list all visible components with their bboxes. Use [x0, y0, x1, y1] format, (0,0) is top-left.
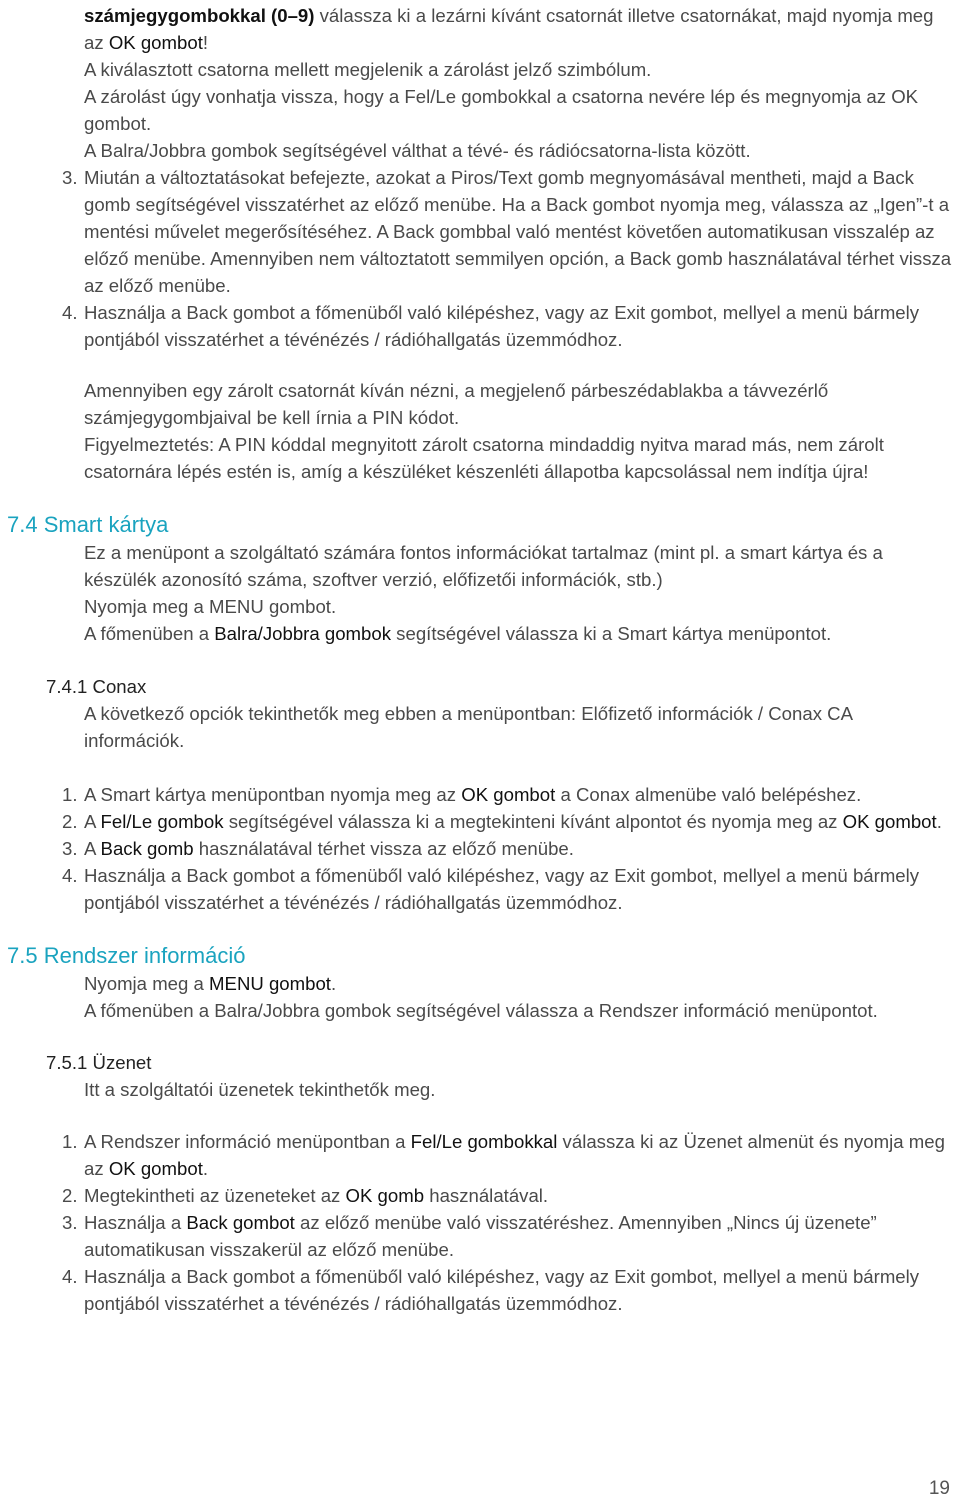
- paragraph: A zárolást úgy vonhatja vissza, hogy a Fel/Le gombokkal a csatorna nevére lép és megnyomja az OK gombot.: [84, 86, 919, 134]
- paragraph: A kiválasztott csatorna mellett megjelenik a zárolást jelző szimbólum.: [84, 59, 652, 80]
- text: !: [202, 32, 209, 53]
- list-number: 4.: [62, 302, 78, 323]
- emphasis: OK gombot: [108, 32, 203, 53]
- list-item: [0, 862, 960, 916]
- section-body: [0, 539, 960, 647]
- text: A Rendszer információ menüpontban a: [84, 1131, 411, 1152]
- text: segítségével válassza ki a megtekinteni kívánt alpontot és nyomja meg az: [223, 811, 843, 832]
- emphasis: Fel/Le gombok: [100, 811, 224, 832]
- text: Használja a Back gombot a főmenüből való kilépéshez, vagy az Exit gombot, mellyel a menü bármely pontjából visszatérhet a tévénézés / rádióhallgatás üzemmódhoz.: [84, 1266, 920, 1314]
- subsection-heading: 7.4.1 Conax: [46, 676, 147, 697]
- text: használatával térhet vissza az előző menübe.: [193, 838, 574, 859]
- list-number: 2.: [62, 811, 78, 832]
- emphasis: MENU gombot: [209, 973, 331, 994]
- top-block: [0, 0, 960, 164]
- list-item: [0, 781, 960, 808]
- paragraph: [84, 2, 954, 56]
- paragraph: Amennyiben egy zárolt csatornát kíván nézni, a megjelenő párbeszédablakba a távvezérlő számjegygombjaival be kell írnia a PIN kódot.: [84, 380, 829, 428]
- text: A: [84, 838, 101, 859]
- list-number: 1.: [62, 1131, 78, 1152]
- text: Használja a: [84, 1212, 187, 1233]
- paragraph: A következő opciók tekinthetők meg ebben a menüpontban: Előfizető információk / Conax CA információk.: [84, 703, 852, 751]
- emphasis: számjegygombokkal (0–9): [84, 5, 315, 26]
- emphasis: OK gomb: [345, 1185, 425, 1206]
- section-heading: 7.5 Rendszer információ: [7, 943, 246, 968]
- list-number: 3.: [62, 167, 78, 188]
- list-number: 3.: [62, 1212, 78, 1233]
- list-item: [0, 1182, 960, 1209]
- section-heading: 7.4 Smart kártya: [7, 512, 169, 537]
- text: használatával.: [424, 1185, 549, 1206]
- text: az előző menübe való visszatéréshez. Amennyiben „Nincs új üzenete” automatikusan visszakerül az előző menübe.: [84, 1212, 877, 1260]
- note-block: [0, 377, 960, 485]
- emphasis: OK gombot: [108, 1158, 203, 1179]
- warning-paragraph: Figyelmeztetés: A PIN kóddal megnyitott zárolt csatorna mindaddig nyitva marad más, nem zárolt csatornára lépés estén is, amíg a készüléket készenléti állapotba kapcsolással nem indítja újra!: [84, 434, 884, 482]
- paragraph: A főmenüben a Balra/Jobbra gombok segítségével válassza a Rendszer információ menüpontot.: [84, 1000, 878, 1021]
- text: .: [936, 811, 942, 832]
- steps-list: [0, 781, 960, 916]
- list-item: [0, 164, 960, 299]
- text: .: [202, 1158, 209, 1179]
- emphasis: Back gomb: [100, 838, 194, 859]
- list-item: [0, 808, 960, 835]
- emphasis: Back gombot: [186, 1212, 295, 1233]
- paragraph: [84, 620, 954, 647]
- paragraph: [84, 970, 954, 997]
- subsection-heading: 7.5.1 Üzenet: [46, 1052, 152, 1073]
- emphasis: OK gombot: [461, 784, 556, 805]
- text: válassza ki az Üzenet almenüt és nyomja meg az: [84, 1131, 945, 1179]
- page-number: 19: [928, 1478, 950, 1499]
- section-body: [0, 1076, 960, 1103]
- paragraph: Itt a szolgáltatói üzenetek tekinthetők meg.: [84, 1079, 436, 1100]
- list-item: [0, 835, 960, 862]
- list-item: [0, 1128, 960, 1182]
- text: Nyomja meg a: [84, 973, 210, 994]
- text: A: [84, 811, 101, 832]
- steps-list: [0, 164, 960, 353]
- text: segítségével válassza ki a Smart kártya menüpontot.: [391, 623, 832, 644]
- text: válassza ki a lezárni kívánt csatornát illetve csatornákat, majd nyomja meg az: [84, 5, 934, 53]
- paragraph: A Balra/Jobbra gombok segítségével válthat a tévé- és rádiócsatorna-lista között.: [84, 140, 751, 161]
- paragraph: Nyomja meg a MENU gombot.: [84, 596, 337, 617]
- section-body: [0, 700, 960, 754]
- list-item: [0, 1263, 960, 1317]
- text: A Smart kártya menüpontban nyomja meg az: [84, 784, 462, 805]
- list-item: [0, 1209, 960, 1263]
- text: .: [330, 973, 337, 994]
- steps-list: [0, 1128, 960, 1317]
- list-number: 2.: [62, 1185, 78, 1206]
- emphasis: Balra/Jobbra gombok: [214, 623, 392, 644]
- list-number: 4.: [62, 1266, 78, 1287]
- text: Megtekintheti az üzeneteket az: [84, 1185, 346, 1206]
- text: A főmenüben a: [84, 623, 215, 644]
- list-number: 3.: [62, 838, 78, 859]
- text: a Conax almenübe való belépéshez.: [555, 784, 862, 805]
- list-number: 1.: [62, 784, 78, 805]
- paragraph: Ez a menüpont a szolgáltató számára fontos információkat tartalmaz (mint pl. a smart kártya és a készülék azonosító száma, szoftver verzió, előfizetői információk, stb.): [84, 542, 883, 590]
- text: Használja a Back gombot a főmenüből való kilépéshez, vagy az Exit gombot, mellyel a menü bármely pontjából visszatérhet a tévénézés / rádióhallgatás üzemmódhoz.: [84, 865, 920, 913]
- list-text: Miután a változtatásokat befejezte, azokat a Piros/Text gomb megnyomásával mentheti, majd a Back gomb segítségével visszatérhet az előző menübe. Ha a Back gombot nyomja meg, válassza az „Igen”-t a mentési művelet megerősítéséhez. A Back gombbal való mentést követően automatikusan visszalép az előző menübe. Amennyiben nem változtatott semmilyen opción, a Back gomb használatával térhet vissza az előző menübe.: [84, 167, 952, 296]
- list-number: 4.: [62, 865, 78, 886]
- list-text: Használja a Back gombot a főmenüből való kilépéshez, vagy az Exit gombot, mellyel a menü bármely pontjából visszatérhet a tévénézés / rádióhallgatás üzemmódhoz.: [84, 302, 920, 350]
- emphasis: OK gombot: [842, 811, 937, 832]
- section-body: [0, 970, 960, 1024]
- list-item: [0, 299, 960, 353]
- emphasis: Fel/Le gombokkal: [410, 1131, 558, 1152]
